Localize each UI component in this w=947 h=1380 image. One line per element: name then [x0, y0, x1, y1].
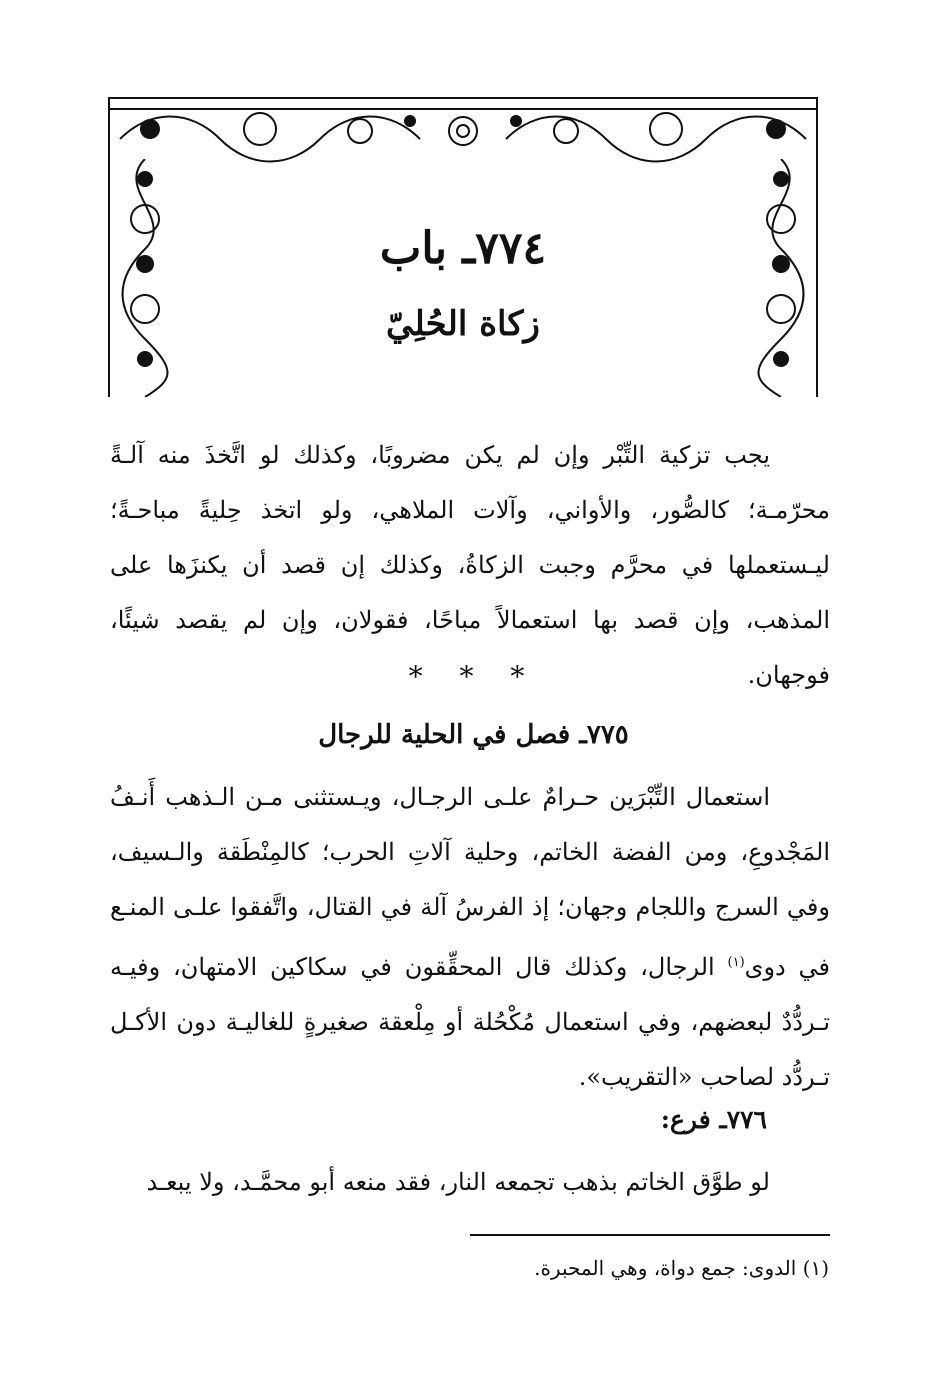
paragraph-ornaments-for-men [110, 770, 830, 1105]
paragraph-text: يجب تزكية التِّبْر وإن لم يكن مضروبًا، وكذلك لو اتَّخذَ منه آلـةً محرّمـة؛ كالصُّور، والأواني، وآلات الملاهي، ولو اتخذ حِليةً مباحـةً؛ ليـستعملها في محرَّم وجبت الزكاةُ، وكذلك إن قصد أن يكنزَها على المذهب، وإن قصد بها استعمالاً مباحًا، فقولان، وإن لم يقصد شيئًا، فوجهان. [110, 441, 830, 689]
text-after-note: الرجال، وكذلك قال المحقِّقون في سكاكين الامتهان، وفيـه تـردُّدٌ لبعضهم، وفي استعمال مُكْحُلة أو مِلْعقة صغيرةٍ للغاليـة دون الأكـل تـردُّد لصاحب «التقريب». [110, 953, 830, 1091]
footnote [129, 1256, 829, 1280]
chapter-frame [108, 97, 818, 397]
footnote-reference[interactable]: (١) [727, 955, 745, 970]
section-separator: * * * [408, 660, 539, 693]
text-before-note: استعمال التِّبْرَين حـرامٌ علـى الرجـال، ويـستثنى مـن الـذهب أَنـفُ المَجْدوعِ، ومن الفضة الخاتم، وحلية آلاتِ الحرب؛ كالمِنْطَقة والـسيف، وفي السرج واللجام وجهان؛ إذ الفرسُ آلة في القتال، واتَّفقوا علـى المنـع في دوى [110, 783, 830, 981]
chapter-heading: ٧٧٤ـ باب [379, 223, 547, 274]
paragraph-branch [110, 1155, 830, 1210]
paragraph-text: لو طوَّق الخاتم بذهب تجمعه النار، فقد منعه أبو محمَّـد، ولا يبعـد [146, 1168, 770, 1196]
floral-border-top-icon [110, 99, 816, 169]
section-heading: ٧٧٥ـ فصل في الحلية للرجال [318, 720, 629, 750]
footnote-number: (١) [802, 1256, 829, 1280]
chapter-subtitle: زكاة الحُلِيّ [386, 304, 540, 344]
floral-border-left-icon [110, 159, 180, 397]
footnote-divider [470, 1234, 830, 1236]
paragraph-text [110, 770, 830, 1105]
footnote-text: الدوى: جمع دواة، وهي المحبرة. [534, 1256, 797, 1280]
floral-border-right-icon [746, 159, 816, 397]
branch-heading: ٧٧٦ـ فرع: [660, 1105, 767, 1134]
